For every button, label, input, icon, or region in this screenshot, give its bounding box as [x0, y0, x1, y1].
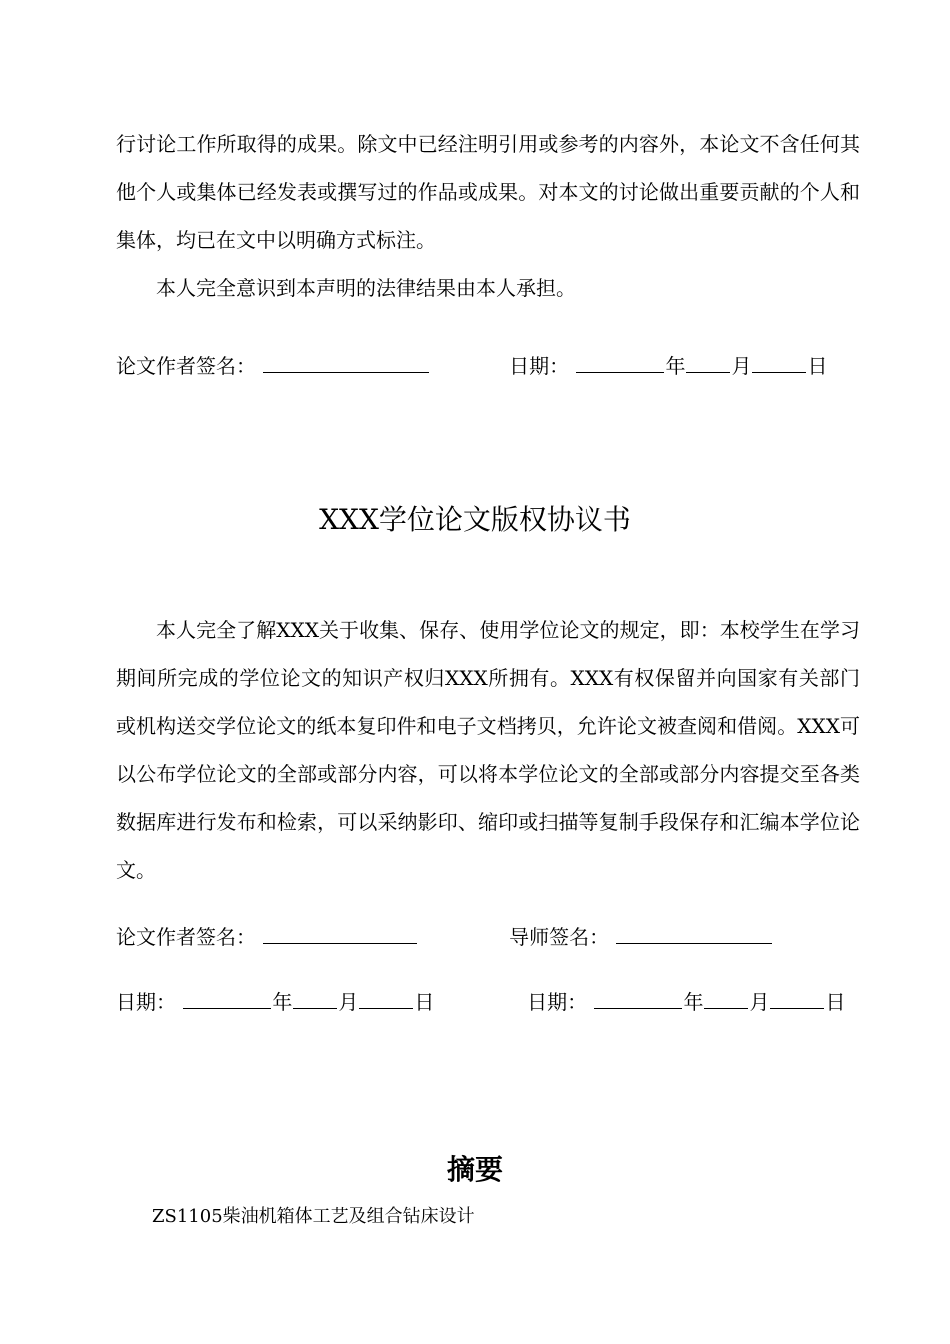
declaration-liability-paragraph: 本人完全意识到本声明的法律结果由本人承担。 — [156, 276, 576, 300]
author-signature-label: 论文作者签名： — [116, 925, 256, 949]
abstract-subtitle: ZS1105柴油机箱体工艺及组合钻床设计 — [152, 1206, 475, 1227]
date-year-field[interactable] — [576, 350, 664, 373]
author-signature-field[interactable] — [263, 921, 417, 944]
advisor-signature-field[interactable] — [616, 921, 772, 944]
month-label: 月 — [749, 990, 770, 1014]
date-day-field[interactable] — [752, 350, 806, 373]
date-month-field[interactable] — [686, 350, 730, 373]
day-label: 日 — [414, 990, 435, 1014]
day-label: 日 — [825, 990, 846, 1014]
month-label: 月 — [731, 354, 752, 378]
advisor-signature-label: 导师签名： — [509, 925, 610, 949]
abstract-title: 摘要 — [446, 1153, 503, 1186]
author-date-day-field[interactable] — [359, 986, 413, 1009]
month-label: 月 — [338, 990, 359, 1014]
date-label: 日期： — [509, 354, 570, 378]
author-signature-label: 论文作者签名： — [116, 354, 256, 378]
advisor-date-day-field[interactable] — [770, 986, 824, 1009]
agreement-signature-row — [116, 921, 773, 951]
day-label: 日 — [807, 354, 828, 378]
author-date-month-field[interactable] — [293, 986, 337, 1009]
declaration-paragraph: 行讨论工作所取得的成果。除文中已经注明引用或参考的内容外，本论文不含任何其他个人或集体已经发表或撰写过的作品或成果。对本文的讨论做出重要贡献的个人和集体，均已在文中以明确方式标注。 — [116, 132, 860, 252]
author-date-label: 日期： — [116, 990, 176, 1014]
author-signature-field[interactable] — [263, 350, 429, 373]
year-label: 年 — [272, 990, 293, 1014]
agreement-title: XXX学位论文版权协议书 — [319, 503, 631, 536]
agreement-date-row — [116, 986, 845, 1016]
declaration-signature-row — [116, 350, 827, 380]
advisor-date-month-field[interactable] — [704, 986, 748, 1009]
year-label: 年 — [683, 990, 704, 1014]
advisor-date-year-field[interactable] — [594, 986, 682, 1009]
agreement-paragraph: 本人完全了解XXX关于收集、保存、使用学位论文的规定，即：本校学生在学习期间所完成的学位论文的知识产权归XXX所拥有。XXX有权保留并向国家有关部门或机构送交学位论文的纸本复印件和电子文档拷贝，允许论文被查阅和借阅。XXX可以公布学位论文的全部或部分内容，可以将本学位论文的全部或部分内容提交至各类数据库进行发布和检索，可以采纳影印、缩印或扫描等复制手段保存和汇编本学位论文。 — [116, 618, 860, 882]
year-label: 年 — [665, 354, 686, 378]
advisor-date-label: 日期： — [527, 990, 588, 1014]
author-date-year-field[interactable] — [183, 986, 271, 1009]
